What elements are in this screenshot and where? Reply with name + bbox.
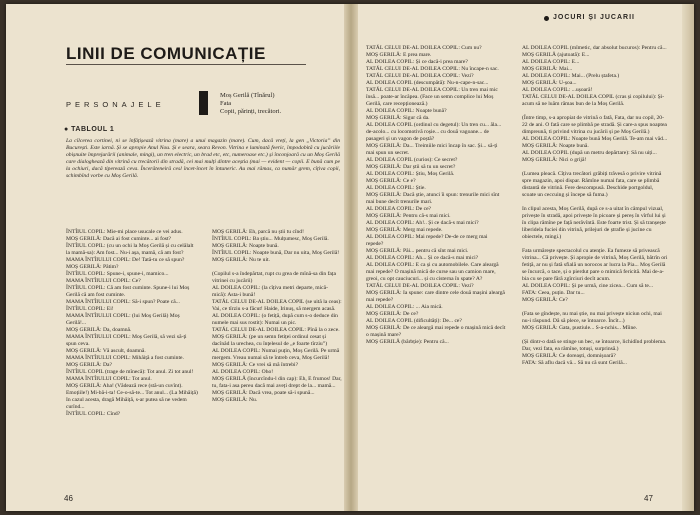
- tablou-heading: ● TABLOUL 1: [64, 126, 115, 133]
- book-spread: [6, 4, 694, 511]
- book-gutter: [344, 4, 358, 511]
- section-header: JOCURI ȘI JUCARII: [553, 14, 635, 21]
- page-number-left: 46: [64, 494, 73, 503]
- page-number-right: 47: [644, 494, 653, 503]
- dialogue-column-left-2: MOȘ GERILĂ: Eh, parcă nu știi tu cînd! ÎNTÎIUL COPIL: Ba știu... Mulțumesc, Moș Gerilă. MOȘ GERILĂ: Noapte bună. ÎNTÎIUL COPIL: Noapte bună, Dar nu uita, Moș Gerilă! MOȘ GERILĂ: Nu te uit. (Copilul s-a îndepărtat, rupt cu grea de mînă-sa din fața vitrinei cu jucării) AL DOILEA COPIL: (la cîțiva metri departe, mică-mică): Asta-i bună! TATĂL CELUI DE-AL DOILEA COPIL (se uită la ceas): Vai, ce tîrziu s-a făcut! Haide, Irinuș, să mergem acasă. AL DOILEA COPIL: (o fetiță, după cum s-o deduce din numele mai sus rostit): Numai un pic. TATĂL CELUI DE-AL DOILEA COPIL: Pînă la o zece. MOȘ GERILĂ: (pe un semn fetiței ordinul cesat și dacînâd la urechea, cu înțelesul de „e foarte tîrziu”) AL DOILEA COPIL: Numai puțin, Moș Gerilă. Pe urmă mergem. Vreau numai să te întreb ceva, Moș Gerilă! MOȘ GERILĂ: Ce vrei să mă întrebi? AL DOILEA COPIL: Oho! MOȘ GERILĂ (încurcîndu-l din cap): Eh, E frumos! Dar, tu, fata-i asa pereu dacă mai aveți drept de la... mamă... MOȘ GERILĂ: Dacă vrea, poate să-i spună... MOȘ GERILĂ: Nu.: [212, 229, 342, 403]
- stage-directions-intro: La cîlcerea cortinei, ni se înfățișează vitrina (mare) a unui magazin (mare). Cum, dacă vreți, la gen „Victoria” din București. Este iarnă. Și se apropie Anul Nou. Și e seara, seara Revon. Vitrina e luminată feeric, împodobită cu jucăriile obișnuite împrejurării (animale, mingi), un tren electric, un brad etc, etc, numeroase etc.) și înconjoară cu un Moș Gerilă care dialoghează din vitrină cu trecătorii din stradă, cei mai mulți dintre aceștia (mai — evident — copii. E bună cum pe la ochiuri, dacă tiperează ceva. Încerăteneiră cesl încet-încet în întuneric. Au mai rămas, ca număr grem, cîțiva copii, schimbînd vorbe cu Moș Gerilă.: [66, 138, 340, 179]
- cast-item: Fata: [220, 100, 232, 107]
- right-page: [358, 4, 694, 511]
- title-rule: [66, 64, 306, 65]
- cast-list: [220, 92, 281, 116]
- dialogue-column-right-1: TATĂL CELUI DE-AL DOILEA COPIL: Cum nu? MOȘ GERILĂ: E prea mare. AL DOILEA COPIL: Și ce dacă-i prea mare? TATĂL CELUI DE-AL DOILEA COPIL: Nu încape-n sac. TATĂL CELUI DE-AL DOILEA COPIL: Vezi? AL DOILEA COPIL (descumpătă): Nu-n-cape-n-sac... TATĂL CELUI DE-AL DOILEA COPIL: Un tren mai mic însă... poate-ar încăpea. (Face un semn complice lui Moș Gerilă, care recepționează.) AL DOILEA COPIL: Noapte bună? MOȘ GERILĂ: Sigur că da. AL DOILEA COPIL (ordinul cu degetul): Un tren cu... ăla... de-acolo... cu locomotivă roșie... cu două vagoane... de pasageri și un vagon de poștă? MOȘ GERILĂ: Da... Treimiile mici încap în sac. Și... să-ți mai spun un secret. AL DOILEA COPIL (curios): Ce secret? MOȘ GERILĂ: Dar știi să tu un secret? AL DOILEA COPIL: Știu, Moș Gerilă. MOȘ GERILĂ: Ce e? AL DOILEA COPIL: Știe. MOȘ GERILĂ: Dacă știe, atunci îi spun: trenurile mici sînt mai bune decît trenurile mari. AL DOILEA COPIL: De ce? MOȘ GERILĂ: Pentru că-s mai mici. AL DOILEA COPIL: Ah!.. Și ce dacă-s mai mici? MOȘ GERILĂ: Merg mai repede. AL DOILEA COPIL: Mai repede? De-de ce merg mai repede? MOȘ GERILĂ: Păi... pentru că sînt mai mici. AL DOILEA COPIL: Ah... Și ce dacă-s mai mici? AL DOILEA COPIL: E ca și cu automobilele. Care aleargă mai repede? O mașină mică de curse sau un camion mare, greoi, cu opt cauciucuri... și cu cisterna în spate? A? TATĂL CELUI DE-AL DOILEA COPIL: Vezi? MOȘ GERILĂ: Ia spune: care dintre cele două mașini aleargă mai repede? AL DOILEA COPIL: ... Aia mică. MOȘ GERILĂ: De ce? AL DOILEA COPIL (dificultăți): De... ce? MOȘ GERILĂ: De ce aleargă mai repede o mașină mică decît o mașină mare? MOȘ GERILĂ (bărbție): Pentru că...: [366, 45, 506, 345]
- dialogue-column-left-1: ÎNTÎIUL COPIL: Mie-mi place usucale ce vei adus. MOȘ GERILĂ: Dacă ai fost cuminte... ai fost? ÎNTÎIUL COPIL: (cu un ochi la Moș Gerilă și cu celălalt la mamă-sa): Am fost... Nu-i așa, mamă, că am fost? MAMA ÎNTÎIULUI COPIL: De! Tată-tu ce să spun? MOȘ GERILĂ: Pătim? ÎNTÎIUL COPIL: Spune-i, spune-i, mamico... MAMA ÎNTÎIULUI COPIL: Ce? ÎNTÎIUL COPIL: Că am fost cuminte. Spune-i lui Moș Gerilă că am fost cuminte. MAMA ÎNTÎIULUI COPIL: Să-i spun? Poate că... ÎNTÎIUL COPIL: Ei! MAMA ÎNTÎIULUI COPIL: (lui Moș Gerilă) Moș Gerilă!... MOȘ GERILĂ: Da, doamnă. MAMA ÎNTÎIULUI COPIL: Moș Gerilă, să vezi să-ți spun ceva. MOȘ GERILĂ: Vă ascult, doamnă. MAMA ÎNTÎIULUI COPIL: Mihăiță a fost cuminte. MOȘ GERILĂ: Da? ÎNTÎIUL COPIL (trage de mînecă): Tot anul. Zi tot anul! MAMA ÎNTÎIULUI COPIL: Tot anul. MOȘ GERILĂ: Aha! (Vădează rece (stă-un cuvînt). Emoțiile!) Mi-bă-i-ta! Ce-o-să-te... Tot anul... (La Mihăiță) In cazul acesta, dragă Mihăiță, s-ar putea să ne vedem curînd... ÎNTÎIUL COPIL: Cînd?: [66, 229, 198, 417]
- cast-item: Copii, părinți, trecători.: [220, 108, 282, 115]
- page-title: LINII DE COMUNICAȚIE: [66, 44, 266, 63]
- dialogue-column-right-2: AL DOILEA COPIL (mîmetic, dar absolut bucuros): Pentru că... MOȘ GERILĂ (ajutoată): E... AL DOILEA COPIL: E... MOȘ GERILĂ: Mai... AL DOILEA COPIL: Mai... (Prelu ștafeta.) MOȘ GERILĂ: U-șoa... AL DOILEA COPIL: ...ușoară! TATĂL CELUI DE-AL DOILEA COPIL (cras și copilului): Și-acum să ne luăm rămas bun de la Moș Gerilă. (Între timp, s-a apropiat de vitrină o fată, Fata, dar nu copil, 20-22 de ani. O fată care se plimbă pe stradă. Și care-a spus noaptea dimpreună, ti privind vitrina cu jucării și pe Moș Gerilă.) AL DOILEA COPIL: Noapte bună Moș Gerilă. Te-am mai văd... MOȘ GERILĂ: Noapte bună. AL DOILEA COPIL (după un metru depărtare): Să nu uiți... MOȘ GERILĂ: Nici o grijă! (Lumea pleacă. Cîțiva trecători grăbiți trăvesă o privire vitrină spre magazin, apoi dispar. Rămîne numai fata, care se plimbă distantă de vitrină. Fere descompusă. Deschide portgoldul, scoate un ceccuing și începe să fuma.) In clipul acesta, Moș Gerilă, după ce s-a uitat în câmpul vizual, privește în stradă, apoi privește în picoare și pereș în vîrful lui și în clipa rămîne pe față nerăvîntă. Este foarte trist. Și să tranșește liberidela fuciei din vitrină, prilejuri de ștrafie și jucine cu obiectele, mingi.) Fata urmărește spectacolul cu atenție. Ea fumeze să privească vitrina... Că privește. Și apropie de vitrină, Moș Gerilă, bătrîn ori fetiță, ar nu și fată sfială un norocos ar lucra la Pia... Moș Gerilă se încurcă, o tace, și o pierdut pare o mimică fericită. Mai de-a-bia cu se pare fără zgîrciuri decît acum. AL DOILEA COPIL: Și pe urmă, cine zicea... Cum să te... FATA: Ceea, puțin. Dar tu... MOȘ GERILĂ: Ce? (Fata se gîndește, nu mai știe, nu mai privește niciun ochi, mai nu-i răspund. Dă să plece, se întoarce. Încît...) MOȘ GERILĂ: Gata, pustiule... S-a-nchis... Mîine. (Și dintr-o dată se stinge un bec, se întoarce, lichidînd problema. Dar, vezi fata, ea rămîne, totuși, surprinsă.) MOȘ GERILĂ: Ce doreaști, domnișoară? FATA: Să aflu dacă vă... Să nu că sunt Gerilă...: [522, 45, 668, 366]
- decorative-bar: [199, 91, 208, 115]
- left-page: [6, 4, 344, 511]
- page-edge: [682, 4, 694, 511]
- cast-item: Moș Gerilă (Tînărul): [220, 92, 275, 99]
- personaje-label: PERSONAJELE: [66, 100, 165, 109]
- section-bullet-icon: [544, 16, 549, 21]
